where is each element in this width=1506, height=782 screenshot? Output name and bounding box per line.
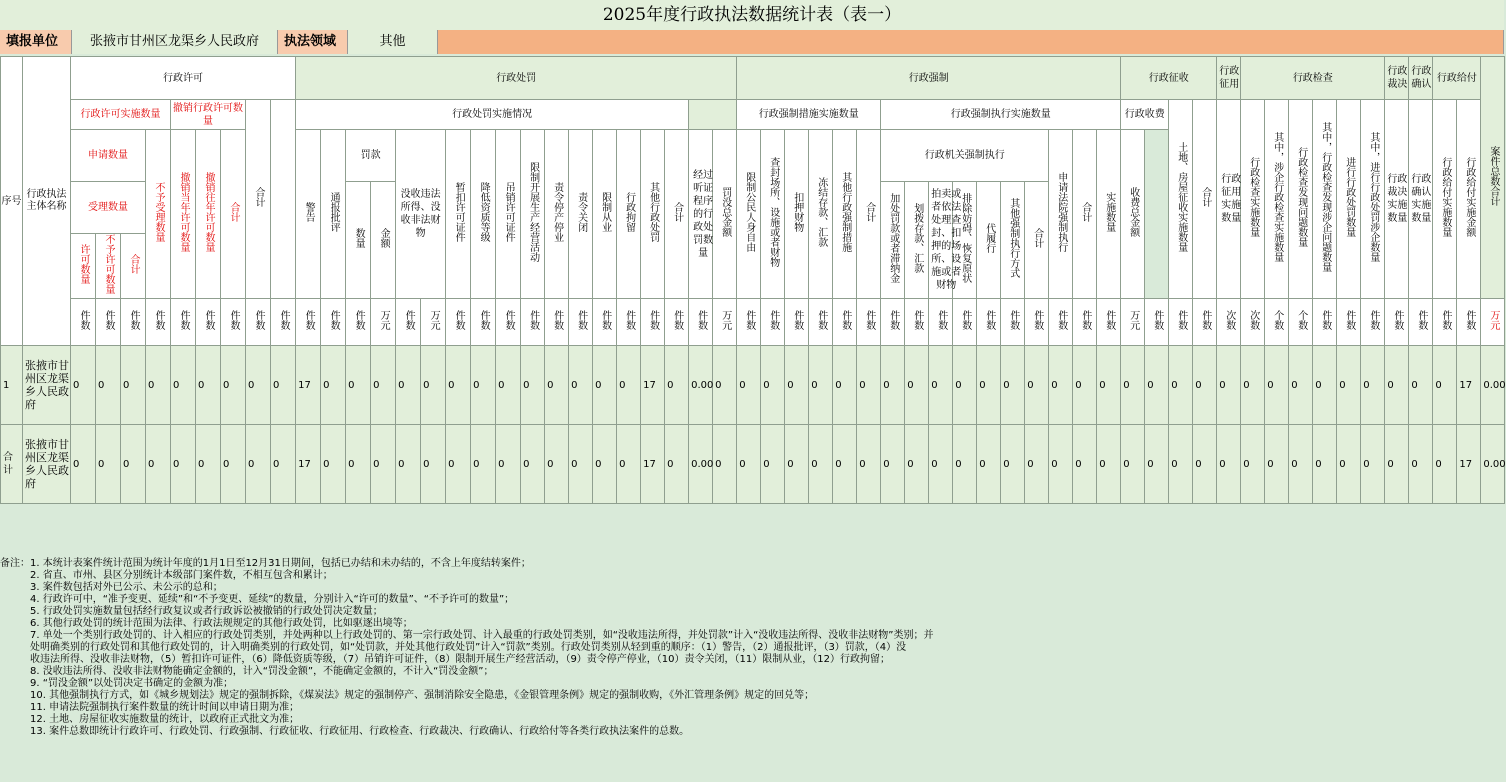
data-cell[interactable]: 0 <box>1049 425 1073 504</box>
note-line: 5. 行政处罚实施数量包括经行政复议或者行政诉讼被撤销的行政处罚决定数量； <box>30 606 383 617</box>
data-cell[interactable]: 0 <box>569 425 593 504</box>
unit-cell: 件数 <box>1097 299 1121 346</box>
unit-cell: 件数 <box>1145 299 1169 346</box>
note-line: 10. 其他强制执行方式，如《城乡规划法》规定的强制拆除，《煤炭法》规定的强制停产、强制消除安全隐患，《金银管理条例》规定的强制收购，《外汇管理条例》规定的回兑等； <box>30 690 815 701</box>
unit-cell: 件数 <box>496 299 521 346</box>
data-cell[interactable]: 0 <box>196 346 221 425</box>
data-cell[interactable]: 0 <box>977 346 1001 425</box>
data-cell[interactable]: 0 <box>1169 425 1193 504</box>
group-confirm: 行政确认 <box>1409 57 1433 100</box>
unit-cell: 件数 <box>665 299 689 346</box>
apply-header: 申请数量 <box>71 130 146 182</box>
field-value[interactable]: 其他 <box>348 30 438 54</box>
data-cell[interactable]: 17 <box>1457 346 1481 425</box>
data-cell[interactable]: 0 <box>809 425 833 504</box>
lic-total-header: 合计 <box>246 100 271 299</box>
data-cell[interactable]: 0 <box>929 346 953 425</box>
restrict-practice-header: 限制从业 <box>593 130 617 299</box>
data-cell[interactable]: 17 <box>296 425 321 504</box>
transfer-header: 划拨存款、汇款 <box>905 182 929 299</box>
data-cell[interactable]: 0 <box>1073 425 1097 504</box>
pen-impl-header: 行政处罚实施情况 <box>296 100 689 130</box>
data-cell[interactable]: 0 <box>1073 346 1097 425</box>
data-cell[interactable]: 0 <box>321 346 346 425</box>
group-ruling: 行政裁决 <box>1385 57 1409 100</box>
data-cell[interactable]: 0 <box>617 346 641 425</box>
data-cell[interactable]: 0 <box>881 425 905 504</box>
data-cell[interactable]: 0 <box>1265 425 1289 504</box>
data-cell[interactable]: 0 <box>1145 425 1169 504</box>
unit-cell: 件数 <box>545 299 569 346</box>
restrict-activity-header: 限制开展生产经营活动 <box>521 130 545 299</box>
note-line: 8. 没收违法所得、没收非法财物能确定金额的，计入“罚没金额”，不能确定金额的，不计入“罚没金额”； <box>30 666 494 677</box>
unit-cell: 件数 <box>641 299 665 346</box>
data-cell[interactable]: 0 <box>496 346 521 425</box>
unit-cell: 件数 <box>977 299 1001 346</box>
note-line: 6. 其他行政处罚的统计范围为法律、行政法规规定的其他行政处罚，比如驱逐出境等； <box>30 618 413 629</box>
remove-header: 排除妨碍、恢复原状 <box>953 182 977 299</box>
unit-cell: 万元 <box>713 299 737 346</box>
limit-freedom-header: 限制公民人身自由 <box>737 130 761 299</box>
insp-penalty-header: 进行行政处罚数量 <box>1337 100 1361 299</box>
data-cell[interactable]: 0 <box>271 425 296 504</box>
note-line: 处明确类别的行政处罚和其他行政处罚的，计入明确类别的行政处罚，如“处罚款，并处其他行政处罚”计入“罚款”类别。行政处罚类别从轻到重的顺序：（1）警告，（2）通报批评，（3）罚款，（4）没 <box>30 642 907 653</box>
data-cell[interactable]: 0 <box>761 425 785 504</box>
group-requisition: 行政征用 <box>1217 57 1241 100</box>
group-penalty: 行政处罚 <box>296 57 737 100</box>
data-cell[interactable]: 0.00 <box>1481 425 1505 504</box>
data-cell[interactable]: 0 <box>1361 425 1385 504</box>
data-cell[interactable]: 0 <box>421 425 446 504</box>
unit-cell: 件数 <box>1457 299 1481 346</box>
data-cell[interactable]: 0 <box>953 425 977 504</box>
data-cell[interactable]: 0 <box>1001 346 1025 425</box>
data-cell[interactable]: 0 <box>545 425 569 504</box>
stop-business-header: 责令停产停业 <box>545 130 569 299</box>
fine-count-header: 数量 <box>346 182 371 299</box>
data-cell[interactable]: 0 <box>121 425 146 504</box>
unit-cell: 件数 <box>1313 299 1337 346</box>
data-cell[interactable]: 0 <box>1193 346 1217 425</box>
row-subject: 张掖市甘州区龙渠乡人民政府 <box>23 425 71 504</box>
agency-total-header: 合计 <box>1025 182 1049 299</box>
levy-amount-header: 收费总金额 <box>1121 130 1145 299</box>
unit-cell: 件数 <box>346 299 371 346</box>
accept-header: 受理数量 <box>71 182 146 234</box>
confiscate-total-header: 罚没总金额 <box>713 130 737 299</box>
pay-amount-header: 行政给付实施金额 <box>1457 100 1481 299</box>
group-payment: 行政给付 <box>1433 57 1481 100</box>
unit-cell: 件数 <box>1361 299 1385 346</box>
data-cell[interactable]: 0 <box>471 425 496 504</box>
lower-level-header: 降低资质等级 <box>471 130 496 299</box>
lic-blank <box>271 100 296 299</box>
unit-cell: 件数 <box>1409 299 1433 346</box>
unit-cell: 件数 <box>71 299 96 346</box>
confiscate-header: 没收违法所得、没收非法财物 <box>396 130 446 299</box>
force-measures-header: 行政强制措施实施数量 <box>737 100 881 130</box>
data-cell[interactable]: 0 <box>617 425 641 504</box>
data-cell[interactable]: 0 <box>171 346 196 425</box>
pen-total-header: 合计 <box>665 130 689 299</box>
data-cell[interactable]: 0 <box>1337 425 1361 504</box>
data-cell[interactable]: 0 <box>396 346 421 425</box>
note-line: 13. 案件总数即统计行政许可、行政处罚、行政强制、行政征收、行政征用、行政检查、行政裁决、行政确认、行政给付等各类行政执法案件的总数。 <box>30 726 690 737</box>
data-cell[interactable]: 17 <box>296 346 321 425</box>
unit-cell: 件数 <box>881 299 905 346</box>
data-cell[interactable]: 0 <box>396 425 421 504</box>
data-cell[interactable]: 0 <box>246 425 271 504</box>
insp-problem-header: 行政检查发现问题数量 <box>1289 100 1313 299</box>
other-measure-header: 其他行政强制措施 <box>833 130 857 299</box>
unit-value[interactable]: 张掖市甘州区龙渠乡人民政府 <box>72 30 278 54</box>
unit-cell: 件数 <box>196 299 221 346</box>
unit-cell: 万元 <box>371 299 396 346</box>
data-cell[interactable]: 17 <box>641 346 665 425</box>
unit-cell: 万元 <box>421 299 446 346</box>
data-cell[interactable]: 0 <box>833 425 857 504</box>
unit-cell: 次数 <box>1241 299 1265 346</box>
data-cell[interactable]: 0 <box>785 346 809 425</box>
data-cell[interactable]: 0 <box>713 425 737 504</box>
data-cell[interactable]: 17 <box>641 425 665 504</box>
data-cell[interactable]: 0 <box>953 346 977 425</box>
unit-row <box>1 299 1505 346</box>
insp-count-header: 行政检查实施数量 <box>1241 100 1265 299</box>
row-seq: 1 <box>1 346 23 425</box>
data-cell[interactable]: 0 <box>271 346 296 425</box>
data-cell[interactable]: 0.00 <box>1481 346 1505 425</box>
unit-cell: 万元 <box>1481 299 1505 346</box>
data-cell[interactable]: 0 <box>446 346 471 425</box>
unit-cell: 件数 <box>761 299 785 346</box>
detention-header: 行政拘留 <box>617 130 641 299</box>
data-cell[interactable]: 0 <box>71 346 96 425</box>
unit-cell: 件数 <box>905 299 929 346</box>
proxy-header: 代履行 <box>977 182 1001 299</box>
data-cell[interactable]: 0 <box>857 425 881 504</box>
note-line: 7. 单处一个类别行政处罚的、计入相应的行政处罚类别，并处两种以上行政处罚的、第一宗行政处罚、计入最重的行政处罚类别，如“没收违法所得，并处罚款”计入“没收违法所得、没收非法财物”类别；并 <box>30 630 934 641</box>
table-row <box>1 346 1505 425</box>
fill-info-row <box>0 30 1504 54</box>
data-cell[interactable]: 0 <box>1217 346 1241 425</box>
close-header: 责令关闭 <box>569 130 593 299</box>
unit-cell: 件数 <box>471 299 496 346</box>
data-cell[interactable]: 0 <box>929 425 953 504</box>
data-cell[interactable]: 0 <box>1241 346 1265 425</box>
note-line: 收违法所得、没收非法财物，（5）暂扣许可证件，（6）降低资质等级，（7）吊销许可证件，（8）限制开展生产经营活动，（9）责令停产停业，（10）责令关闭，（11）限制从业，（12）行政拘留； <box>30 654 890 665</box>
unit-cell: 件数 <box>1001 299 1025 346</box>
unit-cell: 个数 <box>1265 299 1289 346</box>
data-cell[interactable]: 0 <box>1145 346 1169 425</box>
notice-header: 通报批评 <box>321 130 346 299</box>
field-label: 执法领域 <box>278 30 348 54</box>
unit-cell: 件数 <box>446 299 471 346</box>
note-line: 12. 土地、房屋征收实施数量的统计，以政府正式批文为准； <box>30 714 300 725</box>
data-cell[interactable]: 0 <box>1409 346 1433 425</box>
unit-cell: 件数 <box>1073 299 1097 346</box>
unit-cell: 次数 <box>1217 299 1241 346</box>
data-cell[interactable]: 0 <box>1121 346 1145 425</box>
data-cell[interactable]: 0 <box>146 346 171 425</box>
unit-cell: 件数 <box>617 299 641 346</box>
unit-cell: 件数 <box>121 299 146 346</box>
data-cell[interactable]: 0 <box>809 346 833 425</box>
unit-cell: 件数 <box>737 299 761 346</box>
data-cell[interactable]: 0 <box>1409 425 1433 504</box>
data-cell[interactable]: 0 <box>1313 346 1337 425</box>
data-cell[interactable]: 17 <box>1457 425 1481 504</box>
note-line: 3. 案件数包括对外已公示、未公示的总和； <box>30 582 223 593</box>
unit-cell: 件数 <box>1025 299 1049 346</box>
other-penalty-header: 其他行政处罚 <box>641 130 665 299</box>
unit-cell: 件数 <box>953 299 977 346</box>
freeze-header: 冻结存款、汇款 <box>809 130 833 299</box>
data-cell[interactable]: 0 <box>881 346 905 425</box>
unit-cell: 件数 <box>785 299 809 346</box>
fine-header: 罚款 <box>346 130 396 182</box>
data-cell[interactable]: 0 <box>737 346 761 425</box>
agency-exec-header: 行政机关强制执行 <box>881 130 1049 182</box>
data-cell[interactable]: 0 <box>196 425 221 504</box>
data-cell[interactable]: 0 <box>1361 346 1385 425</box>
unit-cell: 件数 <box>96 299 121 346</box>
row-subject: 张掖市甘州区龙渠乡人民政府 <box>23 346 71 425</box>
data-cell[interactable]: 0 <box>1433 425 1457 504</box>
data-cell[interactable]: 0 <box>737 425 761 504</box>
note-line: 9. “罚没金额”以处罚决定书确定的金额为准； <box>30 678 234 689</box>
lic-impl-header: 行政许可实施数量 <box>71 100 171 130</box>
note-line: 11. 申请法院强制执行案件数量的统计时间以申请日期为准； <box>30 702 300 713</box>
data-cell[interactable]: 0 <box>1001 425 1025 504</box>
unit-cell: 件数 <box>689 299 713 346</box>
note-line: 2. 省直、市州、县区分别统计本级部门案件数，不相互包含和累计； <box>30 570 333 581</box>
data-cell[interactable]: 0 <box>221 425 246 504</box>
data-cell[interactable]: 0 <box>665 425 689 504</box>
late-fee-header: 加处罚款或者滞纳金 <box>881 182 905 299</box>
unit-cell: 件数 <box>857 299 881 346</box>
unit-label: 填报单位 <box>0 30 72 54</box>
data-cell[interactable]: 0 <box>1241 425 1265 504</box>
data-cell[interactable]: 0 <box>545 346 569 425</box>
group-levy: 行政征收 <box>1121 57 1217 100</box>
data-cell[interactable]: 0 <box>761 346 785 425</box>
data-cell[interactable]: 0 <box>1433 346 1457 425</box>
seq-header: 序号 <box>1 57 23 346</box>
stats-table <box>0 56 1505 504</box>
data-cell[interactable]: 0 <box>1097 425 1121 504</box>
unit-cell: 个数 <box>1289 299 1313 346</box>
unit-cell: 件数 <box>1337 299 1361 346</box>
fine-amount-header: 金额 <box>371 182 396 299</box>
pay-count-header: 行政给付实施数量 <box>1433 100 1457 299</box>
data-cell[interactable]: 0 <box>1121 425 1145 504</box>
data-cell[interactable]: 0 <box>346 425 371 504</box>
data-cell[interactable]: 0 <box>905 346 929 425</box>
data-cell[interactable]: 0 <box>1025 425 1049 504</box>
data-cell[interactable]: 0 <box>371 346 396 425</box>
unit-cell: 件数 <box>171 299 196 346</box>
revoke-cur-header: 撤销当年许可数量 <box>171 130 196 299</box>
unit-cell: 件数 <box>146 299 171 346</box>
data-cell[interactable]: 0 <box>1385 346 1409 425</box>
note-line: 4. 行政许可中，“准予变更、延续”和“不予变更、延续”的数量，分别计入“许可的数量”、“不予许可的数量”； <box>30 594 515 605</box>
unit-cell: 件数 <box>1049 299 1073 346</box>
data-cell[interactable]: 0 <box>1217 425 1241 504</box>
pen-blank <box>689 100 737 130</box>
unit-cell: 件数 <box>246 299 271 346</box>
unit-cell: 件数 <box>221 299 246 346</box>
data-cell[interactable]: 0 <box>1289 425 1313 504</box>
data-cell[interactable]: 0 <box>593 346 617 425</box>
group-force: 行政强制 <box>737 57 1121 100</box>
unit-cell: 件数 <box>1193 299 1217 346</box>
land-levy-header: 土地、房屋征收实施数量 <box>1169 100 1193 299</box>
other-exec-header: 其他强制执行方式 <box>1001 182 1025 299</box>
data-cell[interactable]: 0 <box>96 425 121 504</box>
data-cell[interactable]: 0 <box>857 346 881 425</box>
data-cell[interactable]: 0 <box>1289 346 1313 425</box>
levy-fee-header: 行政收费 <box>1121 100 1169 130</box>
data-cell[interactable]: 0 <box>96 346 121 425</box>
lic-revoke-header: 撤销行政许可数量 <box>171 100 246 130</box>
data-cell[interactable]: 0 <box>905 425 929 504</box>
ruling-count-header: 行政裁决实施数量 <box>1385 100 1409 299</box>
data-cell[interactable]: 0 <box>121 346 146 425</box>
warn-header: 警告 <box>296 130 321 299</box>
levy-count-header: 实施数量 <box>1097 130 1121 299</box>
data-cell[interactable]: 0 <box>521 346 545 425</box>
data-cell[interactable]: 0 <box>446 425 471 504</box>
table-row <box>1 425 1505 504</box>
data-cell[interactable]: 0 <box>371 425 396 504</box>
data-cell[interactable]: 0.00 <box>689 346 713 425</box>
unit-cell: 件数 <box>396 299 421 346</box>
data-cell[interactable]: 0 <box>1337 346 1361 425</box>
group-inspect: 行政检查 <box>1241 57 1385 100</box>
data-cell[interactable]: 0 <box>593 425 617 504</box>
data-cell[interactable]: 0 <box>1025 346 1049 425</box>
data-cell[interactable]: 0 <box>977 425 1001 504</box>
revoke-total-header: 合计 <box>221 130 246 299</box>
detain-property-header: 扣押财物 <box>785 130 809 299</box>
data-cell[interactable]: 0 <box>1193 425 1217 504</box>
unit-cell: 件数 <box>271 299 296 346</box>
group-license: 行政许可 <box>71 57 296 100</box>
subject-header: 行政执法主体名称 <box>23 57 71 346</box>
exec-total-header: 合计 <box>1073 130 1097 299</box>
data-cell[interactable]: 0 <box>171 425 196 504</box>
insp-ent-penalty-header: 其中，进行行政处罚涉企数量 <box>1361 100 1385 299</box>
notes-section <box>0 558 1504 738</box>
unit-cell: 件数 <box>296 299 321 346</box>
accept-total-header: 合计 <box>121 234 146 299</box>
unit-cell: 件数 <box>1169 299 1193 346</box>
data-cell[interactable]: 0 <box>346 346 371 425</box>
data-cell[interactable]: 0 <box>569 346 593 425</box>
note-line: 备注：1. 本统计表案件统计范围为统计年度的1月1日至12月31日期间，包括已办结和未办结的，不含上年度结转案件； <box>0 558 531 569</box>
data-cell[interactable]: 0 <box>785 425 809 504</box>
data-cell[interactable]: 0 <box>246 346 271 425</box>
suspend-cert-header: 暂扣许可证件 <box>446 130 471 299</box>
force-exec-header: 行政强制执行实施数量 <box>881 100 1121 130</box>
page-title: 2025年度行政执法数据统计表（表一） <box>0 0 1504 30</box>
unit-cell: 件数 <box>833 299 857 346</box>
data-cell[interactable]: 0 <box>521 425 545 504</box>
data-cell[interactable]: 0 <box>146 425 171 504</box>
unit-cell: 件数 <box>569 299 593 346</box>
data-cell[interactable]: 0.00 <box>689 425 713 504</box>
data-cell[interactable]: 0 <box>1169 346 1193 425</box>
revoke-prev-header: 撤销往年许可数量 <box>196 130 221 299</box>
insp-enterprise-header: 其中，涉企行政检查实施数量 <box>1265 100 1289 299</box>
unit-cell: 件数 <box>809 299 833 346</box>
data-cell[interactable]: 0 <box>713 346 737 425</box>
data-cell[interactable]: 0 <box>321 425 346 504</box>
fill-blank <box>438 30 1504 54</box>
unit-cell: 件数 <box>1385 299 1409 346</box>
data-cell[interactable]: 0 <box>471 346 496 425</box>
row-seq: 合计 <box>1 425 23 504</box>
revoke-cert-header: 吊销许可证件 <box>496 130 521 299</box>
unit-cell: 件数 <box>1433 299 1457 346</box>
not-accept-header: 不予受理数量 <box>146 130 171 299</box>
data-cell[interactable]: 0 <box>1265 346 1289 425</box>
insp-ent-problem-header: 其中，行政检查发现涉企问题数量 <box>1313 100 1337 299</box>
unit-cell: 件数 <box>521 299 545 346</box>
unit-cell: 万元 <box>1121 299 1145 346</box>
data-cell[interactable]: 0 <box>221 346 246 425</box>
unit-cell: 件数 <box>593 299 617 346</box>
data-cell[interactable]: 0 <box>1097 346 1121 425</box>
court-exec-header: 申请法院强制执行 <box>1049 130 1073 299</box>
auction-header: 拍卖或者依法处理查封、扣押的场所、设施或者财物 <box>929 182 953 299</box>
data-cell[interactable]: 0 <box>1313 425 1337 504</box>
confirm-count-header: 行政确认实施数量 <box>1409 100 1433 299</box>
seal-header: 查封场所、设施或者财物 <box>761 130 785 299</box>
permit-count-header: 许可数量 <box>71 234 96 299</box>
unit-cell: 件数 <box>321 299 346 346</box>
case-total-header: 案件总数合计 <box>1481 57 1505 299</box>
data-cell[interactable]: 0 <box>1049 346 1073 425</box>
data-cell[interactable]: 0 <box>421 346 446 425</box>
deny-count-header: 不予许可数量 <box>96 234 121 299</box>
hearing-header: 经过听证程序的行政处罚数量 <box>689 130 713 299</box>
measure-total-header: 合计 <box>857 130 881 299</box>
data-cell[interactable]: 0 <box>665 346 689 425</box>
req-count-header: 行政征用实施数量 <box>1217 100 1241 299</box>
data-cell[interactable]: 0 <box>833 346 857 425</box>
data-cell[interactable]: 0 <box>1385 425 1409 504</box>
unit-cell: 件数 <box>929 299 953 346</box>
levy-total-header: 合计 <box>1193 100 1217 299</box>
data-cell[interactable]: 0 <box>496 425 521 504</box>
data-cell[interactable]: 0 <box>71 425 96 504</box>
